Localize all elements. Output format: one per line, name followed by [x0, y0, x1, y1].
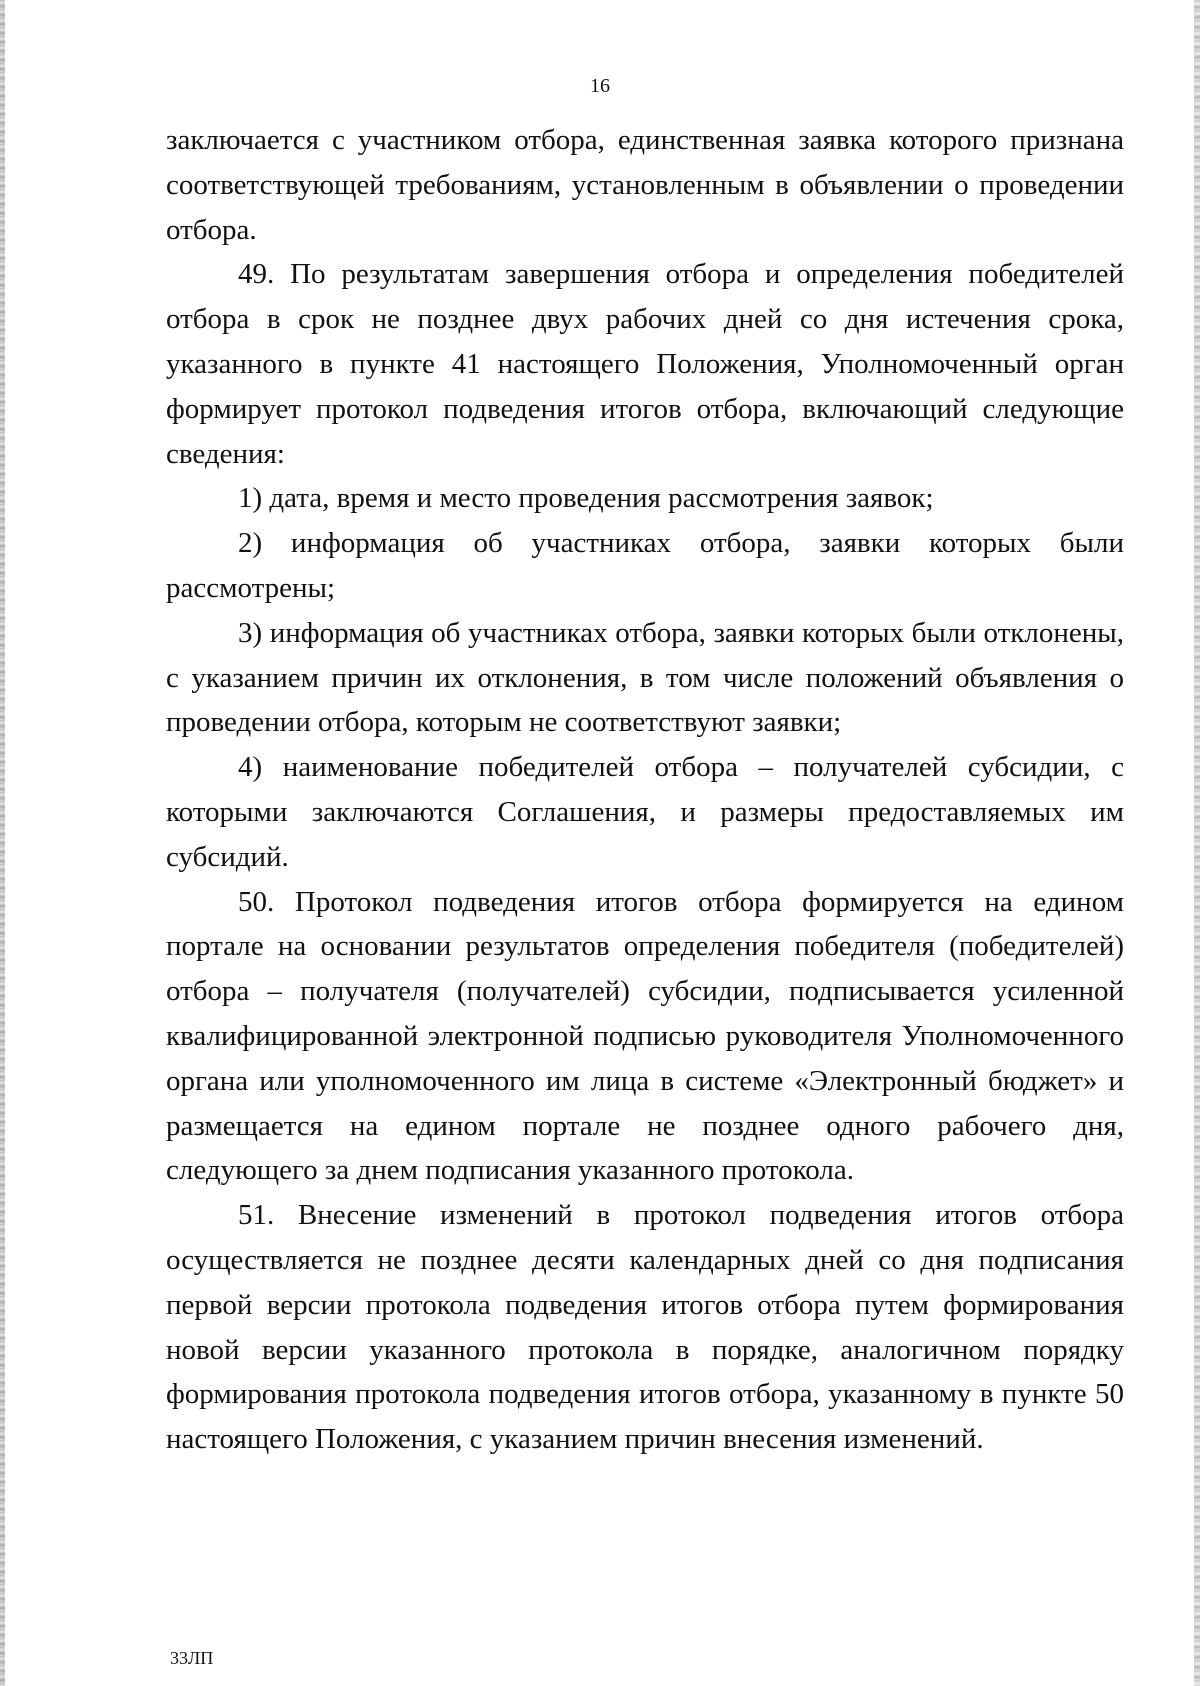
paragraph-49-item-2: 2) информация об участниках отбора, заявки которых были рассмотрены; — [166, 527, 1124, 604]
paragraph-49-item-3: 3) информация об участниках отбора, заявки которых были отклонены, с указанием причин их отклонения, в том числе положений объявления о проведении отбора, которым не соответствуют заявки; — [166, 616, 1124, 739]
document-body — [166, 118, 1124, 1462]
page-number: 16 — [590, 75, 610, 97]
paragraph-50: 50. Протокол подведения итогов отбора формируется на едином портале на основании результатов определения победителя (победителей) отбора – получателя (получателей) субсидии, подписывается усиленной квалифицированной электронной подписью руководителя Уполномоченного органа или уполномоченного им лица в системе «Электронный бюджет» и размещается на едином портале не позднее одного рабочего дня, следующего за днем подписания указанного протокола. — [166, 885, 1124, 1187]
scan-edge-left — [0, 0, 5, 1686]
paragraph-continuation: заключается с участником отбора, единственная заявка которого признана соответствующей требованиям, установленным в объявлении о проведении отбора. — [166, 124, 1124, 246]
scan-edge-right — [1194, 0, 1200, 1686]
footer-document-code: 33ЛП — [170, 1648, 214, 1668]
paragraph-49: 49. По результатам завершения отбора и определения победителей отбора в срок не позднее двух рабочих дней со дня истечения срока, указанного в пункте 41 настоящего Положения, Уполномоченный орган формирует протокол подведения итогов отбора, включающий следующие сведения: — [166, 258, 1124, 470]
paragraph-49-item-1: 1) дата, время и место проведения рассмотрения заявок; — [238, 482, 934, 515]
paragraph-49-item-4: 4) наименование победителей отбора – получателей субсидии, с которыми заключаются Соглашения, и размеры предоставляемых им субсидий. — [166, 751, 1124, 873]
paragraph-51: 51. Внесение изменений в протокол подведения итогов отбора осуществляется не позднее десяти календарных дней со дня подписания первой версии протокола подведения итогов отбора путем формирования новой версии указанного протокола в порядке, аналогичном порядку формирования протокола подведения итогов отбора, указанному в пункте 50 настоящего Положения, с указанием причин внесения изменений. — [166, 1199, 1124, 1456]
